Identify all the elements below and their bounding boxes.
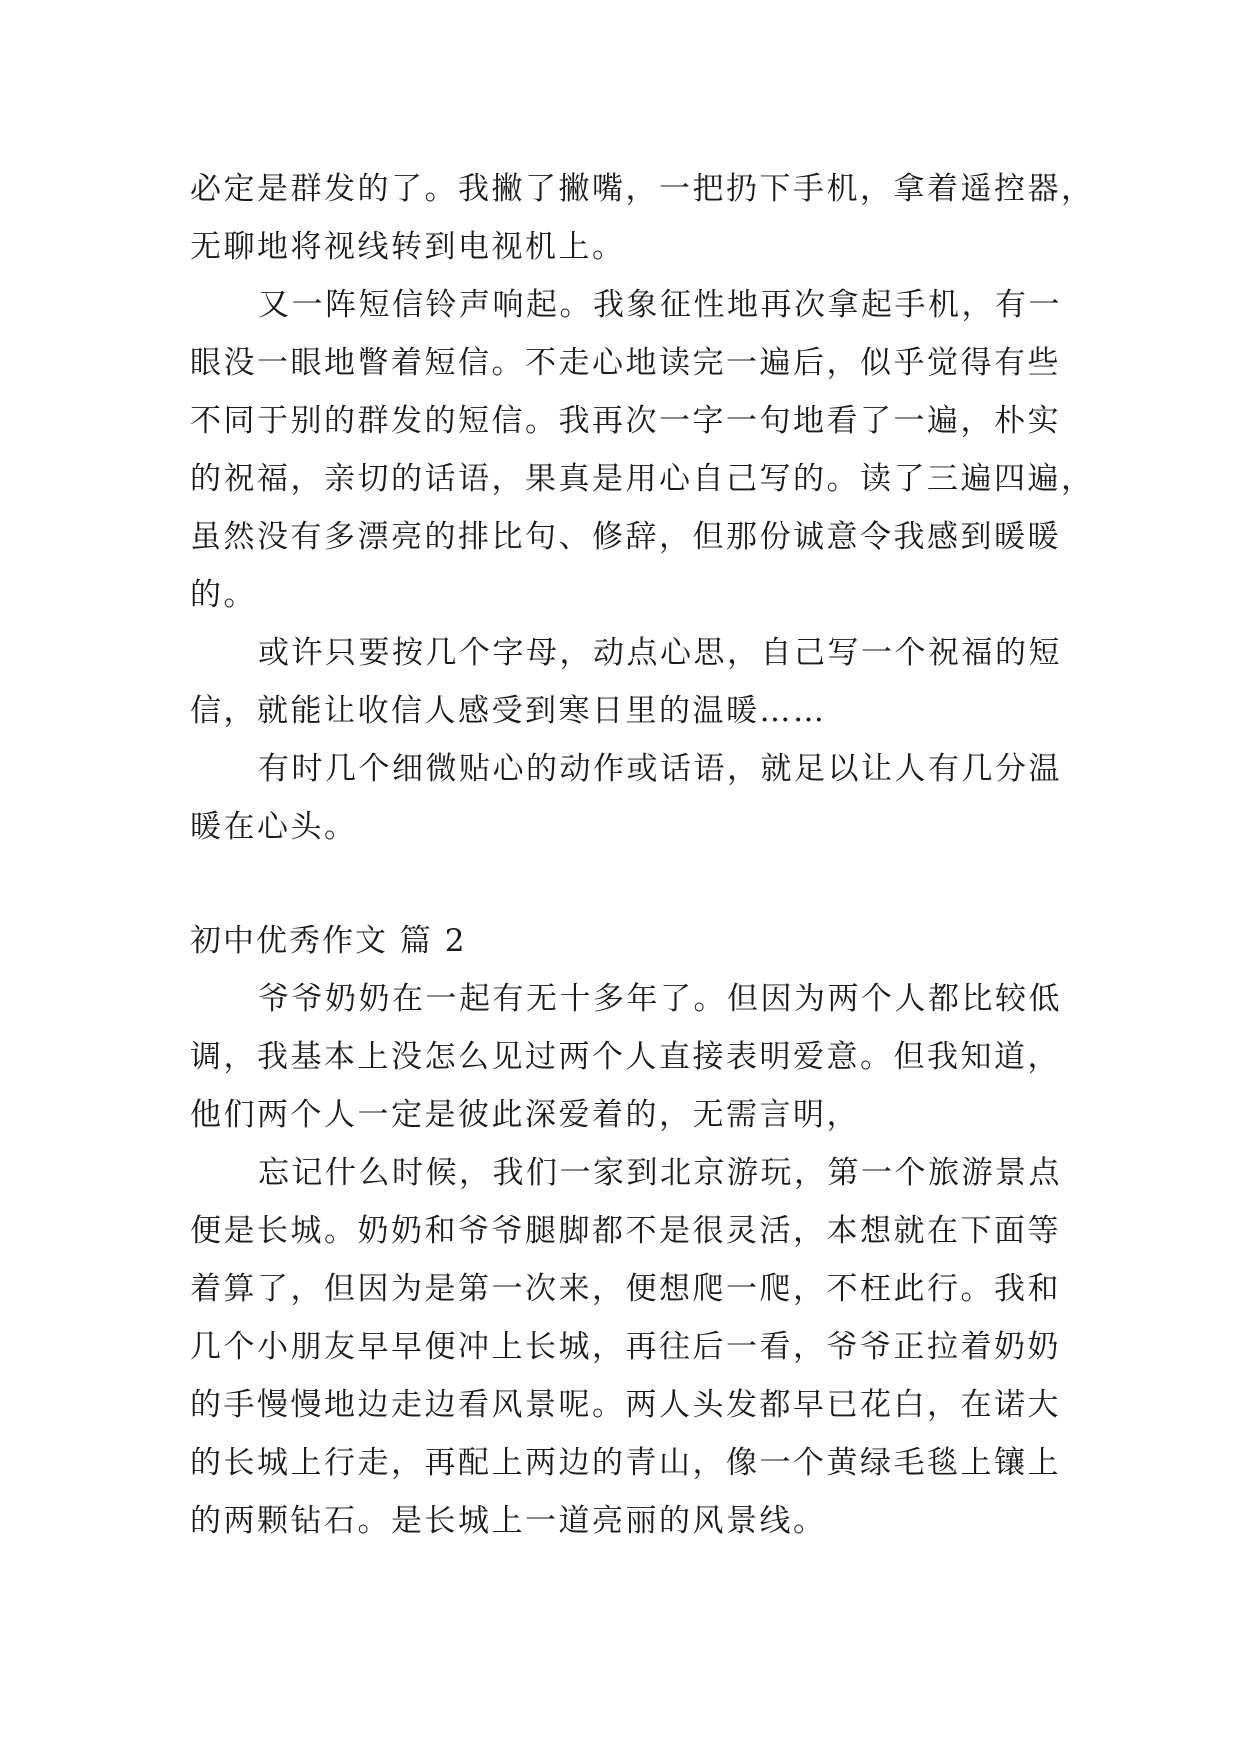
paragraph-5	[190, 970, 1090, 1144]
text-line: 的。	[190, 577, 257, 613]
text-line: 爷爷奶奶在一起有无十多年了。但因为两个人都比较低	[258, 981, 1062, 1017]
text-line: 眼没一眼地瞥着短信。不走心地读完一遍后，似乎觉得有些	[190, 345, 1061, 381]
text-line: 的长城上行走，再配上两边的青山，像一个黄绿毛毯上镶上	[190, 1445, 1061, 1481]
text-line: 忘记什么时候，我们一家到北京游玩，第一个旅游景点	[258, 1155, 1062, 1191]
paragraph-1	[190, 160, 1095, 276]
text-line: 的祝福，亲切的话语，果真是用心自己写的。读了三遍四遍，	[190, 461, 1095, 497]
text-line: 便是长城。奶奶和爷爷腿脚都不是很灵活，本想就在下面等	[190, 1213, 1061, 1249]
text-line: 的两颗钻石。是长城上一道亮丽的风景线。	[190, 1503, 827, 1539]
paragraph-6	[190, 1144, 1090, 1550]
paragraph-2	[190, 276, 1095, 624]
text-line: 又一阵短信铃声响起。我象征性地再次拿起手机，有一	[258, 287, 1062, 323]
text-line: 他们两个人一定是彼此深爱着的，无需言明，	[190, 1097, 860, 1133]
text-line: 几个小朋友早早便冲上长城，再往后一看，爷爷正拉着奶奶	[190, 1329, 1061, 1365]
text-line: 虽然没有多漂亮的排比句、修辞，但那份诚意令我感到暖暖	[190, 519, 1061, 555]
text-line: 着算了，但因为是第一次来，便想爬一爬，不枉此行。我和	[190, 1271, 1061, 1307]
text-line: 或许只要按几个字母，动点心思，自己写一个祝福的短	[258, 635, 1062, 671]
text-line: 有时几个细微贴心的动作或话语，就足以让人有几分温	[258, 751, 1062, 787]
text-line: 暖在心头。	[190, 809, 358, 845]
text-line: 信，就能让收信人感受到寒日里的温暖……	[190, 693, 827, 729]
text-line: 的手慢慢地边走边看风景呢。两人头发都早已花白，在诺大	[190, 1387, 1061, 1423]
paragraph-3	[190, 624, 1090, 740]
text-line: 必定是群发的了。我撇了撇嘴，一把扔下手机，拿着遥控器，	[190, 171, 1095, 207]
section-1	[190, 160, 1095, 856]
section-2	[190, 912, 1090, 1550]
text-line: 无聊地将视线转到电视机上。	[190, 229, 626, 265]
text-line: 调，我基本上没怎么见过两个人直接表明爱意。但我知道，	[190, 1039, 1061, 1075]
section-heading: 初中优秀作文 篇 2	[190, 923, 467, 959]
paragraph-4	[190, 740, 1090, 856]
text-line: 不同于别的群发的短信。我再次一字一句地看了一遍，朴实	[190, 403, 1061, 439]
